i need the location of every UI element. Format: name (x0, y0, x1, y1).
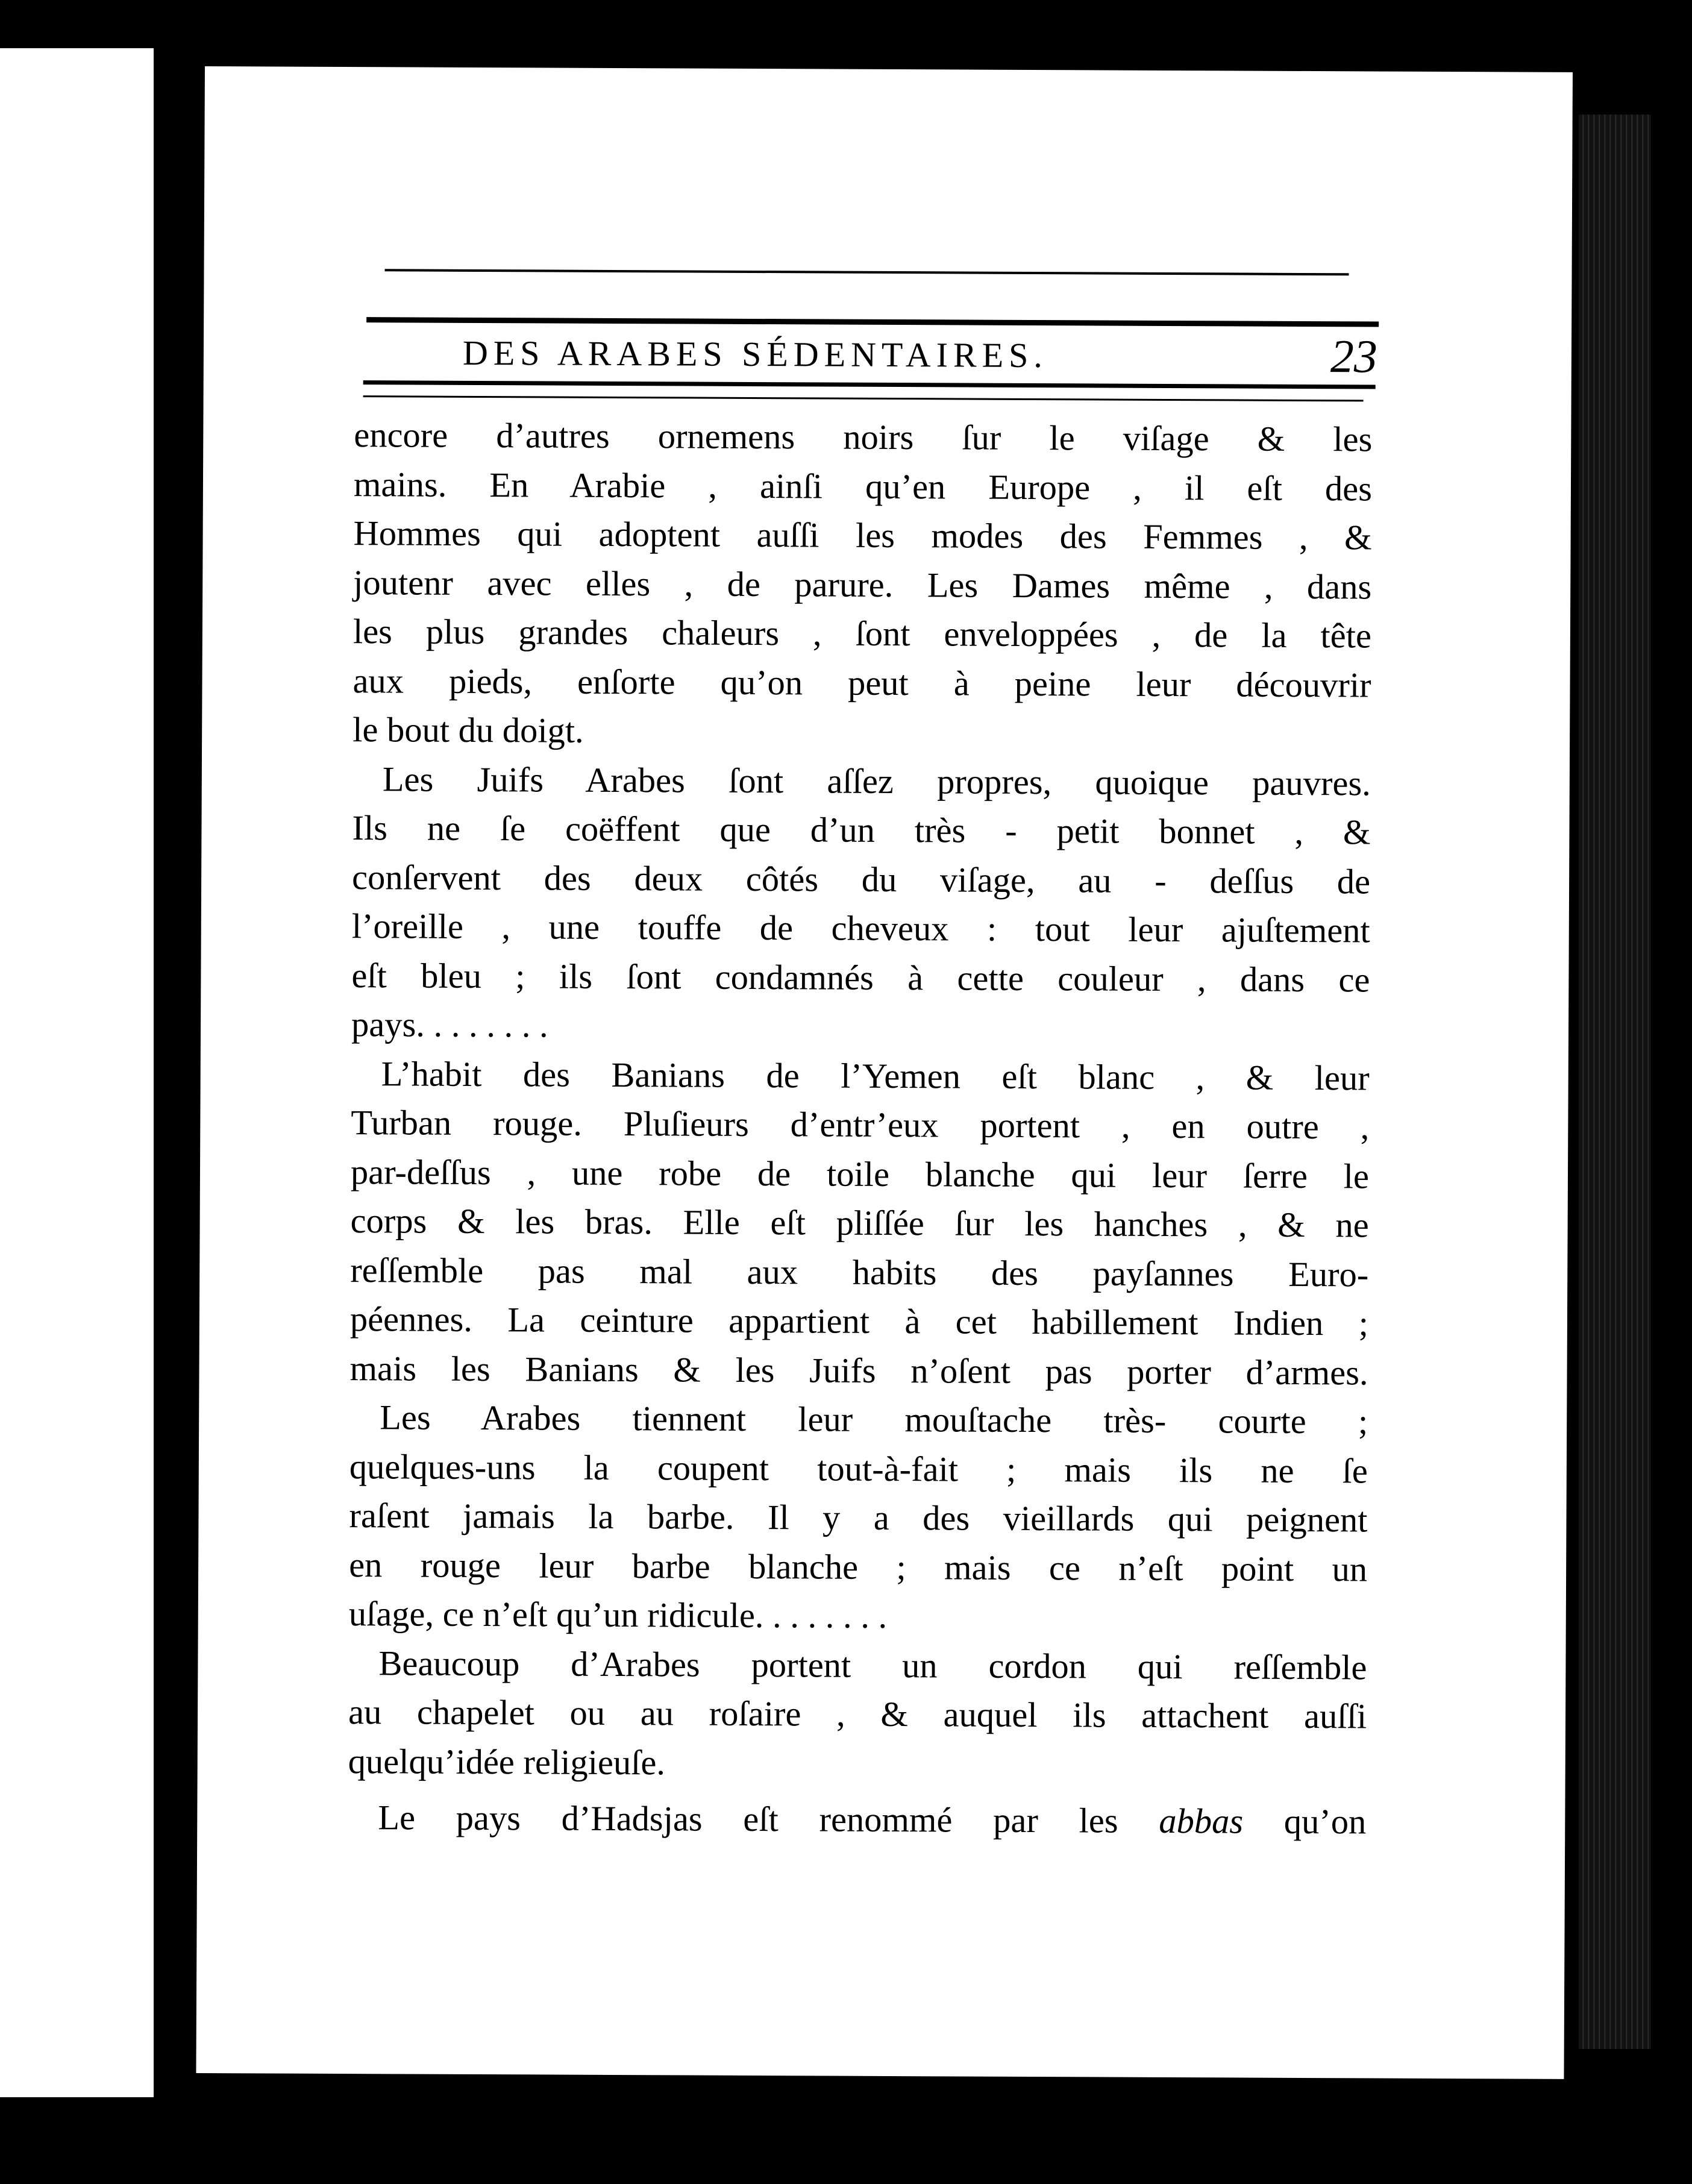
paragraph (348, 1639, 1367, 1790)
text-line: encore d’autres ornemens noirs ſur le viſage & les (354, 415, 1373, 459)
text-line: Turban rouge. Pluſieurs d’entr’eux portent , en outre , (351, 1103, 1370, 1147)
text-line: les plus grandes chaleurs , ſont enveloppées , de la tête (352, 612, 1372, 656)
text-line: au chapelet ou au roſaire , & auquel ils attachent auſſi (348, 1692, 1367, 1736)
book-fore-edge (1579, 115, 1651, 2049)
book-page (196, 66, 1573, 2079)
text-line: mais les Banians & les Juifs n’oſent pas porter d’armes. (349, 1348, 1368, 1392)
italic-term: abbas (1159, 1801, 1244, 1841)
text-line: par-deſſus , une robe de toile blanche qui leur ſerre le (350, 1152, 1370, 1196)
text-run: Le pays d’Hadsjas eſt renommé par les (378, 1798, 1159, 1840)
paragraph (349, 1393, 1368, 1643)
text-line: pays. . . . . . . . (351, 1005, 548, 1045)
text-line: le bout du doigt. (352, 710, 584, 750)
text-line: quelqu’idée religieuſe. (348, 1741, 666, 1782)
text-line: aux pieds, enſorte qu’on peut à peine leur découvrir (352, 661, 1371, 704)
body-text (348, 410, 1372, 1847)
text-line: Les Arabes tiennent leur mouſtache très- courte ; (380, 1398, 1368, 1442)
text-line: l’oreille , une touffe de cheveux : tout leur ajuſtement (351, 906, 1370, 950)
text-line: Les Juifs Arabes ſont aſſez propres, quoique pauvres. (382, 759, 1371, 803)
running-head-title: DES ARABES SÉDENTAIRES. (462, 333, 1048, 375)
text-line: Beaucoup d’Arabes portent un cordon qui reſſemble (378, 1643, 1367, 1687)
text-run: qu’on (1242, 1801, 1367, 1842)
text-line: corps & les bras. Elle eſt pliſſée ſur les hanches , & ne (350, 1201, 1369, 1245)
text-line: quelques-uns la coupent tout-à-fait ; mais ils ne ſe (349, 1446, 1368, 1490)
running-head (463, 325, 1379, 384)
text-line: reſſemble pas mal aux habits des payſannes Euro- (350, 1250, 1369, 1294)
text-line: raſent jamais la barbe. Il y a des vieillards qui peignent (349, 1496, 1368, 1540)
text-line: eſt bleu ; ils ſont condamnés à cette couleur , dans ce (351, 955, 1370, 999)
header-thin-rule (385, 269, 1349, 275)
text-line (348, 1793, 1366, 1847)
paragraph (352, 410, 1372, 759)
paragraph (349, 1049, 1369, 1398)
text-line: joutenr avec elles , de parure. Les Dames même , dans (353, 562, 1372, 606)
facing-page-edge (0, 48, 154, 2097)
text-line: péennes. La ceinture appartient à cet habillement Indien ; (349, 1299, 1369, 1343)
paragraph (351, 755, 1371, 1053)
text-line: L’habit des Banians de l’Yemen eſt blanc , & leur (381, 1053, 1370, 1097)
text-line: uſage, ce n’eſt qu’un ridicule. . . . . . . . (348, 1594, 888, 1636)
text-line: conſervent des deux côtés du viſage, au - deſſus de (351, 857, 1371, 901)
text-line: en rouge leur barbe blanche ; mais ce n’eſt point un (349, 1545, 1368, 1589)
text-line: Ils ne ſe coëffent que d’un très - petit bonnet , & (352, 808, 1371, 852)
page-number: 23 (1330, 330, 1378, 383)
text-line: mains. En Arabie , ainſi qu’en Europe , il eſt des (353, 464, 1373, 508)
paragraph (348, 1793, 1366, 1847)
header-bottom-thin-rule (363, 395, 1364, 401)
text-line: Hommes qui adoptent auſſi les modes des Femmes , & (353, 513, 1372, 557)
